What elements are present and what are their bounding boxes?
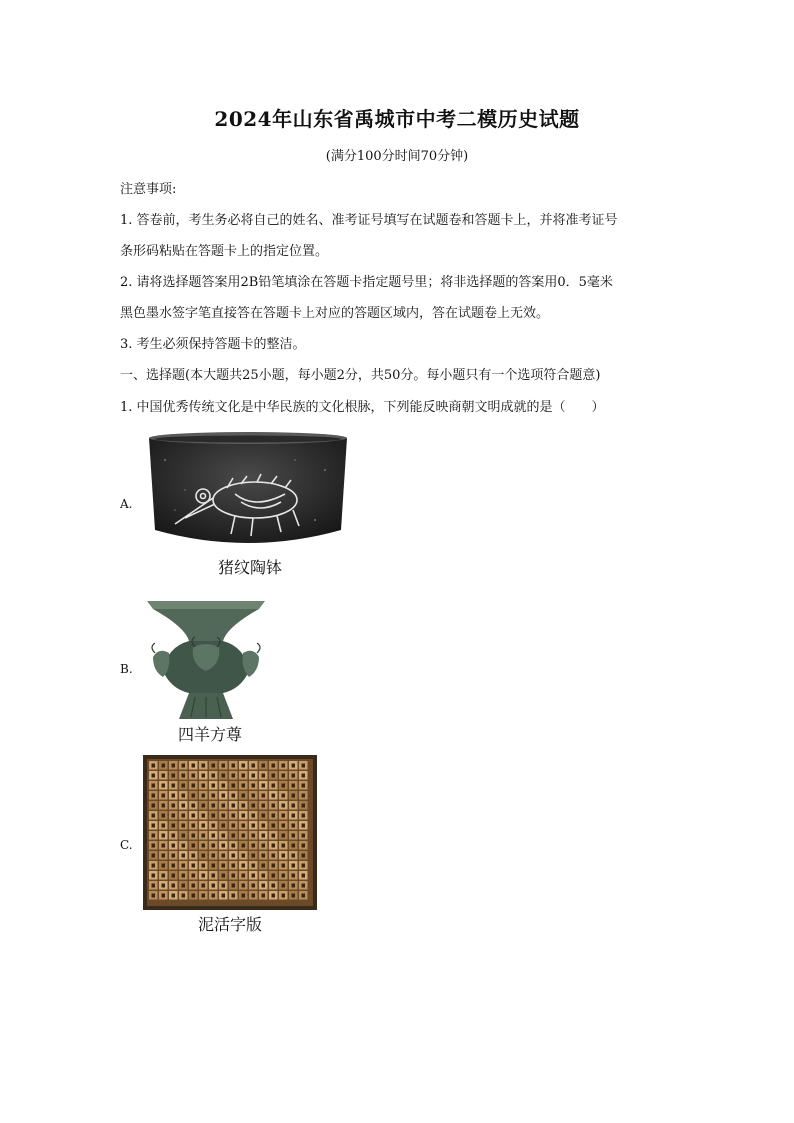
- notice-line-4: 黑色墨水签字笔直接答在答题卡上对应的答题区域内，答在试题卷上无效。: [120, 306, 550, 321]
- section-heading: 一、选择题(本大题共25小题，每小题2分，共50分。每小题只有一个选项符合题意): [120, 368, 601, 383]
- page-subtitle: (满分100分时间70分钟): [325, 149, 469, 164]
- option-b-label: B.: [120, 662, 133, 676]
- option-a-caption: 猪纹陶钵: [217, 558, 282, 577]
- question-1: 1. 中国优秀传统文化是中华民族的文化根脉，下列能反映商朝文明成就的是（ ）: [120, 400, 605, 415]
- option-c-label: C.: [120, 838, 133, 852]
- notice-line-1: 1. 答卷前，考生务必将自己的姓名、准考证号填写在试题卷和答题卡上，并将准考证号: [120, 213, 618, 228]
- notice-line-5: 3. 考生必须保持答题卡的整洁。: [120, 337, 306, 352]
- option-c-image: [143, 755, 317, 910]
- option-a-label: A.: [120, 497, 133, 511]
- notice-line-3: 2. 请将选择题答案用2B铅笔填涂在答题卡指定题号里；将非选择题的答案用0．5毫米: [120, 275, 613, 290]
- option-a-image: [145, 430, 351, 552]
- option-c-caption: 泥活字版: [197, 915, 262, 934]
- option-b-caption: 四羊方尊: [177, 725, 242, 744]
- notice-line-2: 条形码粘贴在答题卡上的指定位置。: [120, 244, 329, 259]
- page-title: 2024年山东省禹城市中考二模历史试题: [214, 107, 580, 131]
- notice-heading: 注意事项:: [120, 182, 177, 197]
- option-b-image: [145, 597, 267, 723]
